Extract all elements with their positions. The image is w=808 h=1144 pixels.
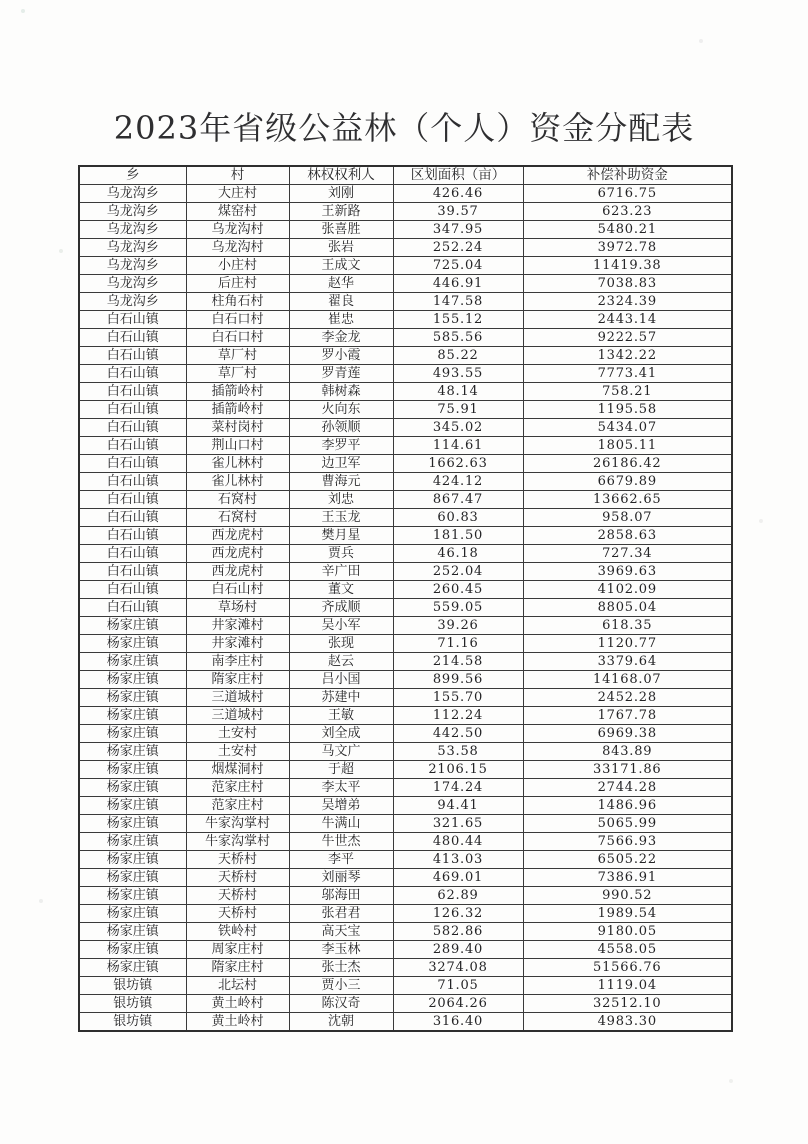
cell-township: 杨家庄镇 [79, 779, 186, 797]
cell-rights-holder: 孙领顺 [289, 419, 393, 437]
cell-village: 铁岭村 [186, 923, 289, 941]
cell-fund: 623.23 [523, 203, 732, 221]
table-row [79, 221, 732, 239]
table-row [79, 743, 732, 761]
cell-area: 75.91 [393, 401, 523, 419]
cell-area: 493.55 [393, 365, 523, 383]
cell-rights-holder: 王成文 [289, 257, 393, 275]
cell-township: 乌龙沟乡 [79, 275, 186, 293]
cell-township: 白石山镇 [79, 599, 186, 617]
cell-rights-holder: 王新路 [289, 203, 393, 221]
cell-village: 草厂村 [186, 365, 289, 383]
cell-village: 西龙虎村 [186, 527, 289, 545]
table-row [79, 419, 732, 437]
cell-area: 480.44 [393, 833, 523, 851]
cell-township: 乌龙沟乡 [79, 185, 186, 203]
cell-area: 585.56 [393, 329, 523, 347]
cell-village: 牛家沟掌村 [186, 833, 289, 851]
cell-fund: 26186.42 [523, 455, 732, 473]
cell-rights-holder: 李金龙 [289, 329, 393, 347]
cell-village: 煤窑村 [186, 203, 289, 221]
cell-township: 白石山镇 [79, 347, 186, 365]
cell-area: 53.58 [393, 743, 523, 761]
cell-fund: 1119.04 [523, 977, 732, 995]
cell-rights-holder: 王玉龙 [289, 509, 393, 527]
cell-village: 插箭岭村 [186, 383, 289, 401]
cell-fund: 2324.39 [523, 293, 732, 311]
cell-fund: 11419.38 [523, 257, 732, 275]
cell-area: 442.50 [393, 725, 523, 743]
cell-township: 白石山镇 [79, 365, 186, 383]
cell-village: 乌龙沟村 [186, 239, 289, 257]
cell-area: 321.65 [393, 815, 523, 833]
page-title: 2023年省级公益林（个人）资金分配表 [113, 109, 695, 147]
cell-village: 天桥村 [186, 905, 289, 923]
cell-township: 杨家庄镇 [79, 725, 186, 743]
cell-village: 石窝村 [186, 509, 289, 527]
table-row [79, 923, 732, 941]
cell-rights-holder: 罗小霞 [289, 347, 393, 365]
cell-area: 174.24 [393, 779, 523, 797]
cell-fund: 13662.65 [523, 491, 732, 509]
cell-area: 39.26 [393, 617, 523, 635]
table-row [79, 527, 732, 545]
cell-township: 白石山镇 [79, 545, 186, 563]
table-row [79, 545, 732, 563]
cell-area: 85.22 [393, 347, 523, 365]
table-row [79, 347, 732, 365]
cell-fund: 6505.22 [523, 851, 732, 869]
cell-rights-holder: 火向东 [289, 401, 393, 419]
cell-rights-holder: 沈朝 [289, 1013, 393, 1032]
cell-fund: 1120.77 [523, 635, 732, 653]
cell-area: 867.47 [393, 491, 523, 509]
table-row [79, 401, 732, 419]
cell-area: 289.40 [393, 941, 523, 959]
cell-village: 隋家庄村 [186, 959, 289, 977]
cell-fund: 8805.04 [523, 599, 732, 617]
table-row [79, 707, 732, 725]
cell-area: 446.91 [393, 275, 523, 293]
table-row [79, 239, 732, 257]
table-row [79, 671, 732, 689]
column-header: 林权权利人 [289, 166, 393, 185]
cell-rights-holder: 张喜胜 [289, 221, 393, 239]
cell-fund: 7566.93 [523, 833, 732, 851]
cell-rights-holder: 刘忠 [289, 491, 393, 509]
cell-rights-holder: 韩树森 [289, 383, 393, 401]
cell-rights-holder: 罗青莲 [289, 365, 393, 383]
cell-township: 杨家庄镇 [79, 815, 186, 833]
column-header: 乡 [79, 166, 186, 185]
table-row [79, 257, 732, 275]
cell-fund: 1486.96 [523, 797, 732, 815]
cell-fund: 2858.63 [523, 527, 732, 545]
cell-fund: 618.35 [523, 617, 732, 635]
cell-rights-holder: 齐成顺 [289, 599, 393, 617]
cell-area: 114.61 [393, 437, 523, 455]
cell-township: 白石山镇 [79, 581, 186, 599]
cell-rights-holder: 牛世杰 [289, 833, 393, 851]
column-header: 补偿补助资金 [523, 166, 732, 185]
table-row [79, 995, 732, 1013]
cell-township: 白石山镇 [79, 401, 186, 419]
cell-rights-holder: 辛广田 [289, 563, 393, 581]
cell-area: 347.95 [393, 221, 523, 239]
cell-village: 土安村 [186, 725, 289, 743]
cell-township: 杨家庄镇 [79, 887, 186, 905]
cell-township: 银坊镇 [79, 1013, 186, 1032]
cell-township: 杨家庄镇 [79, 941, 186, 959]
table-row [79, 509, 732, 527]
table-row [79, 833, 732, 851]
cell-rights-holder: 张现 [289, 635, 393, 653]
cell-rights-holder: 刘丽琴 [289, 869, 393, 887]
cell-area: 94.41 [393, 797, 523, 815]
cell-village: 井家滩村 [186, 635, 289, 653]
cell-village: 天桥村 [186, 851, 289, 869]
cell-village: 隋家庄村 [186, 671, 289, 689]
cell-rights-holder: 曹海元 [289, 473, 393, 491]
cell-village: 大庄村 [186, 185, 289, 203]
cell-area: 316.40 [393, 1013, 523, 1032]
cell-area: 155.70 [393, 689, 523, 707]
cell-village: 后庄村 [186, 275, 289, 293]
cell-township: 杨家庄镇 [79, 959, 186, 977]
cell-fund: 5065.99 [523, 815, 732, 833]
table-row [79, 491, 732, 509]
cell-township: 白石山镇 [79, 383, 186, 401]
cell-village: 黄土岭村 [186, 995, 289, 1013]
cell-township: 乌龙沟乡 [79, 203, 186, 221]
cell-village: 范家庄村 [186, 779, 289, 797]
table-body [79, 185, 732, 1032]
cell-village: 插箭岭村 [186, 401, 289, 419]
cell-rights-holder: 董文 [289, 581, 393, 599]
cell-fund: 5434.07 [523, 419, 732, 437]
cell-township: 杨家庄镇 [79, 707, 186, 725]
cell-fund: 4558.05 [523, 941, 732, 959]
table-row [79, 275, 732, 293]
table-row [79, 725, 732, 743]
table-row [79, 293, 732, 311]
cell-rights-holder: 刘全成 [289, 725, 393, 743]
cell-township: 杨家庄镇 [79, 689, 186, 707]
cell-village: 菜村岗村 [186, 419, 289, 437]
cell-township: 杨家庄镇 [79, 671, 186, 689]
cell-fund: 9222.57 [523, 329, 732, 347]
cell-rights-holder: 张君君 [289, 905, 393, 923]
cell-fund: 1989.54 [523, 905, 732, 923]
cell-village: 白石口村 [186, 329, 289, 347]
cell-area: 48.14 [393, 383, 523, 401]
cell-township: 杨家庄镇 [79, 833, 186, 851]
table-row [79, 203, 732, 221]
cell-area: 2064.26 [393, 995, 523, 1013]
cell-area: 345.02 [393, 419, 523, 437]
cell-fund: 6969.38 [523, 725, 732, 743]
table-row [79, 905, 732, 923]
cell-township: 白石山镇 [79, 491, 186, 509]
cell-village: 雀儿林村 [186, 455, 289, 473]
scan-artifacts [0, 0, 2, 2]
table-row [79, 653, 732, 671]
cell-village: 三道城村 [186, 707, 289, 725]
cell-area: 252.04 [393, 563, 523, 581]
table-row [79, 617, 732, 635]
cell-township: 乌龙沟乡 [79, 257, 186, 275]
cell-area: 181.50 [393, 527, 523, 545]
cell-rights-holder: 贾小三 [289, 977, 393, 995]
column-header: 村 [186, 166, 289, 185]
table-row [79, 473, 732, 491]
table-row [79, 887, 732, 905]
table-row [79, 761, 732, 779]
cell-fund: 958.07 [523, 509, 732, 527]
cell-area: 62.89 [393, 887, 523, 905]
table-row [79, 851, 732, 869]
cell-township: 杨家庄镇 [79, 761, 186, 779]
cell-village: 井家滩村 [186, 617, 289, 635]
cell-township: 杨家庄镇 [79, 851, 186, 869]
cell-rights-holder: 李罗平 [289, 437, 393, 455]
cell-area: 260.45 [393, 581, 523, 599]
table-row [79, 1013, 732, 1032]
cell-village: 雀儿林村 [186, 473, 289, 491]
cell-area: 3274.08 [393, 959, 523, 977]
cell-village: 草厂村 [186, 347, 289, 365]
cell-fund: 2452.28 [523, 689, 732, 707]
cell-township: 白石山镇 [79, 419, 186, 437]
cell-area: 39.57 [393, 203, 523, 221]
table-row [79, 779, 732, 797]
cell-township: 杨家庄镇 [79, 743, 186, 761]
cell-area: 424.12 [393, 473, 523, 491]
cell-fund: 7038.83 [523, 275, 732, 293]
cell-rights-holder: 李玉林 [289, 941, 393, 959]
table-row [79, 329, 732, 347]
cell-area: 559.05 [393, 599, 523, 617]
cell-rights-holder: 吕小国 [289, 671, 393, 689]
cell-township: 乌龙沟乡 [79, 293, 186, 311]
cell-rights-holder: 邬海田 [289, 887, 393, 905]
cell-township: 杨家庄镇 [79, 653, 186, 671]
cell-fund: 33171.86 [523, 761, 732, 779]
table-row [79, 599, 732, 617]
cell-village: 牛家沟掌村 [186, 815, 289, 833]
table-row [79, 689, 732, 707]
cell-rights-holder: 赵华 [289, 275, 393, 293]
cell-fund: 51566.76 [523, 959, 732, 977]
cell-fund: 3972.78 [523, 239, 732, 257]
cell-rights-holder: 苏建中 [289, 689, 393, 707]
cell-village: 范家庄村 [186, 797, 289, 815]
cell-rights-holder: 边卫军 [289, 455, 393, 473]
cell-rights-holder: 李平 [289, 851, 393, 869]
cell-fund: 6716.75 [523, 185, 732, 203]
cell-area: 1662.63 [393, 455, 523, 473]
cell-fund: 990.52 [523, 887, 732, 905]
table-row [79, 311, 732, 329]
cell-area: 725.04 [393, 257, 523, 275]
cell-rights-holder: 张岩 [289, 239, 393, 257]
table-row [79, 383, 732, 401]
cell-village: 白石口村 [186, 311, 289, 329]
cell-area: 413.03 [393, 851, 523, 869]
cell-rights-holder: 吴小军 [289, 617, 393, 635]
cell-rights-holder: 樊月星 [289, 527, 393, 545]
cell-area: 582.86 [393, 923, 523, 941]
cell-township: 乌龙沟乡 [79, 239, 186, 257]
cell-township: 杨家庄镇 [79, 869, 186, 887]
cell-fund: 2744.28 [523, 779, 732, 797]
table-row [79, 869, 732, 887]
cell-village: 三道城村 [186, 689, 289, 707]
cell-rights-holder: 牛满山 [289, 815, 393, 833]
cell-township: 白石山镇 [79, 437, 186, 455]
cell-rights-holder: 贾兵 [289, 545, 393, 563]
table-row [79, 797, 732, 815]
cell-village: 天桥村 [186, 887, 289, 905]
cell-area: 2106.15 [393, 761, 523, 779]
cell-village: 西龙虎村 [186, 563, 289, 581]
fund-allocation-table [78, 165, 733, 1032]
cell-fund: 6679.89 [523, 473, 732, 491]
cell-fund: 7386.91 [523, 869, 732, 887]
cell-fund: 7773.41 [523, 365, 732, 383]
cell-rights-holder: 崔忠 [289, 311, 393, 329]
table-row [79, 815, 732, 833]
cell-fund: 32512.10 [523, 995, 732, 1013]
cell-fund: 758.21 [523, 383, 732, 401]
cell-village: 荆山口村 [186, 437, 289, 455]
cell-village: 石窝村 [186, 491, 289, 509]
table-row [79, 437, 732, 455]
cell-township: 银坊镇 [79, 995, 186, 1013]
cell-fund: 727.34 [523, 545, 732, 563]
table-row [79, 455, 732, 473]
cell-township: 白石山镇 [79, 473, 186, 491]
cell-area: 214.58 [393, 653, 523, 671]
table-row [79, 941, 732, 959]
cell-area: 71.16 [393, 635, 523, 653]
cell-fund: 1342.22 [523, 347, 732, 365]
cell-township: 杨家庄镇 [79, 923, 186, 941]
cell-rights-holder: 张士杰 [289, 959, 393, 977]
cell-area: 112.24 [393, 707, 523, 725]
cell-fund: 1805.11 [523, 437, 732, 455]
cell-village: 土安村 [186, 743, 289, 761]
cell-fund: 843.89 [523, 743, 732, 761]
cell-rights-holder: 王敏 [289, 707, 393, 725]
cell-rights-holder: 李太平 [289, 779, 393, 797]
table-row [79, 365, 732, 383]
cell-township: 白石山镇 [79, 329, 186, 347]
cell-township: 杨家庄镇 [79, 635, 186, 653]
table-row [79, 635, 732, 653]
cell-village: 南李庄村 [186, 653, 289, 671]
cell-area: 147.58 [393, 293, 523, 311]
cell-area: 469.01 [393, 869, 523, 887]
cell-township: 白石山镇 [79, 563, 186, 581]
cell-village: 乌龙沟村 [186, 221, 289, 239]
cell-rights-holder: 陈汉奇 [289, 995, 393, 1013]
cell-village: 草场村 [186, 599, 289, 617]
cell-rights-holder: 赵云 [289, 653, 393, 671]
cell-fund: 5480.21 [523, 221, 732, 239]
cell-village: 柱角石村 [186, 293, 289, 311]
cell-area: 126.32 [393, 905, 523, 923]
cell-village: 烟煤洞村 [186, 761, 289, 779]
cell-area: 899.56 [393, 671, 523, 689]
cell-village: 黄土岭村 [186, 1013, 289, 1032]
cell-fund: 14168.07 [523, 671, 732, 689]
cell-village: 天桥村 [186, 869, 289, 887]
table-header-row [79, 166, 732, 185]
cell-fund: 2443.14 [523, 311, 732, 329]
cell-village: 北坛村 [186, 977, 289, 995]
cell-area: 252.24 [393, 239, 523, 257]
cell-village: 周家庄村 [186, 941, 289, 959]
cell-village: 小庄村 [186, 257, 289, 275]
cell-township: 白石山镇 [79, 311, 186, 329]
cell-township: 乌龙沟乡 [79, 221, 186, 239]
cell-fund: 9180.05 [523, 923, 732, 941]
cell-township: 杨家庄镇 [79, 905, 186, 923]
table-row [79, 581, 732, 599]
cell-rights-holder: 翟良 [289, 293, 393, 311]
cell-township: 杨家庄镇 [79, 617, 186, 635]
cell-township: 白石山镇 [79, 455, 186, 473]
cell-area: 155.12 [393, 311, 523, 329]
cell-area: 60.83 [393, 509, 523, 527]
cell-rights-holder: 高天宝 [289, 923, 393, 941]
table-row [79, 977, 732, 995]
cell-village: 西龙虎村 [186, 545, 289, 563]
cell-fund: 4102.09 [523, 581, 732, 599]
cell-rights-holder: 于超 [289, 761, 393, 779]
cell-village: 白石山村 [186, 581, 289, 599]
cell-area: 71.05 [393, 977, 523, 995]
cell-area: 426.46 [393, 185, 523, 203]
table-row [79, 959, 732, 977]
cell-township: 白石山镇 [79, 527, 186, 545]
cell-township: 杨家庄镇 [79, 797, 186, 815]
cell-fund: 1767.78 [523, 707, 732, 725]
cell-rights-holder: 吴增弟 [289, 797, 393, 815]
cell-fund: 4983.30 [523, 1013, 732, 1032]
cell-township: 银坊镇 [79, 977, 186, 995]
cell-township: 白石山镇 [79, 509, 186, 527]
column-header: 区划面积（亩） [393, 166, 523, 185]
cell-rights-holder: 刘刚 [289, 185, 393, 203]
table-row [79, 185, 732, 203]
cell-area: 46.18 [393, 545, 523, 563]
cell-fund: 3379.64 [523, 653, 732, 671]
cell-fund: 3969.63 [523, 563, 732, 581]
cell-fund: 1195.58 [523, 401, 732, 419]
table-row [79, 563, 732, 581]
cell-rights-holder: 马文广 [289, 743, 393, 761]
